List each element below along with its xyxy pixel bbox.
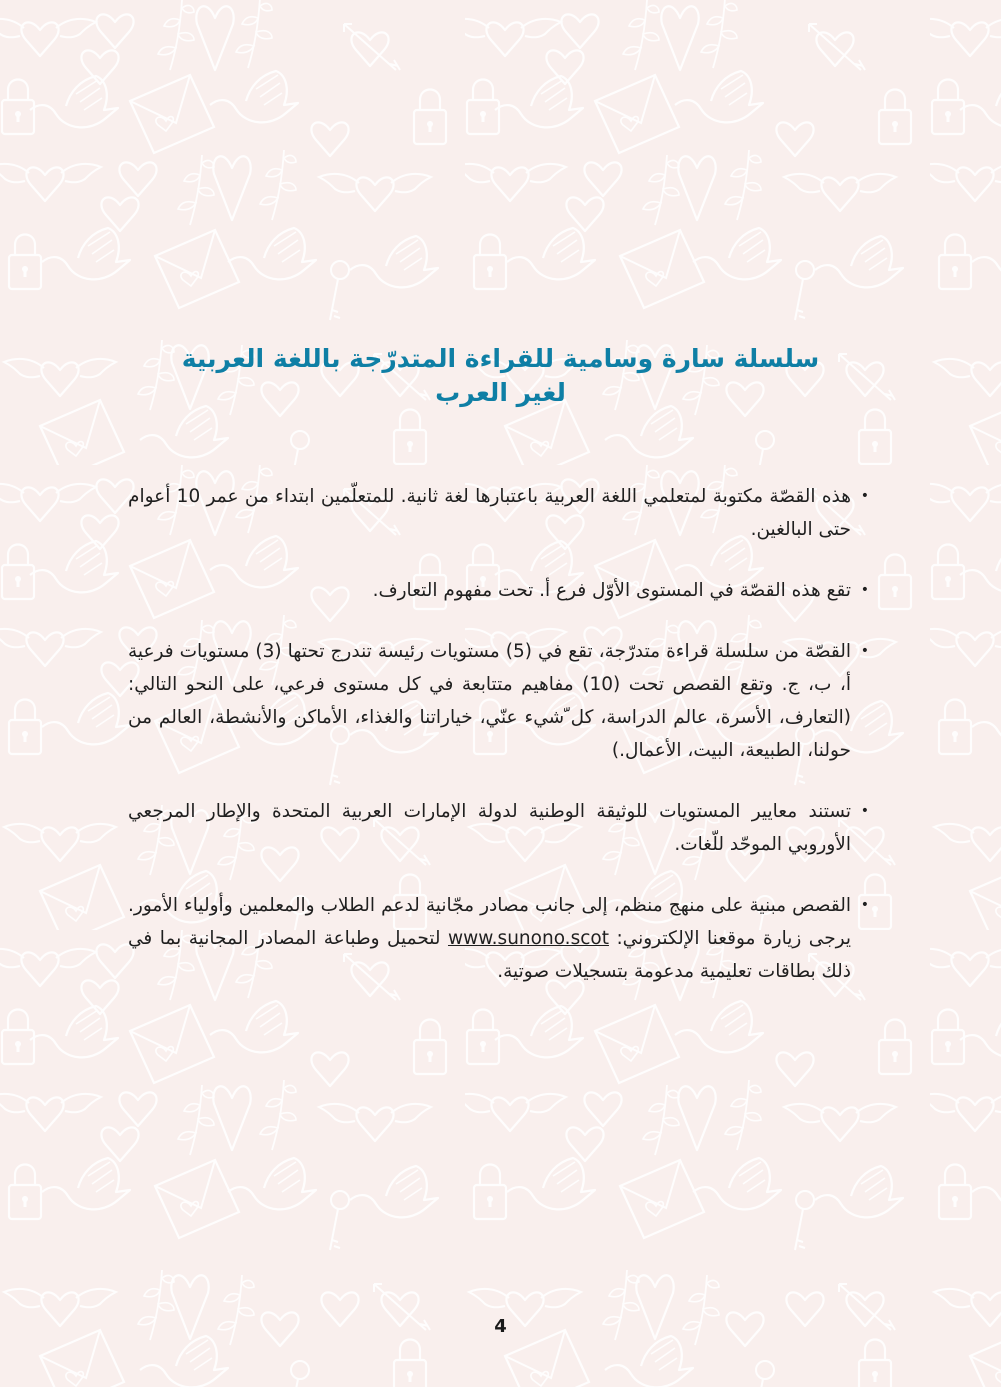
bullet-item-audience [128, 480, 869, 546]
bullet-text-before-link: القصص مبنية على منهج منظم، إلى جانب مصادر مجّانية لدعم الطلاب والمعلمين وأولياء الأمور. يرجى زيارة موقعنا الإلكتروني: [128, 895, 851, 949]
bullet-item-series-structure [128, 635, 869, 767]
bullet-text-after-link: لتحميل وطباعة المصادر المجانية بما في ذلك بطاقات تعليمية مدعومة بتسجيلات صوتية. [128, 928, 851, 982]
bullet-item-standards [128, 795, 869, 861]
bullet-marker: • [860, 803, 869, 819]
website-link[interactable]: www.sunono.scot [447, 928, 609, 949]
bullet-text: هذه القصّة مكتوبة لمتعلمي اللغة العربية باعتبارها لغة ثانية. للمتعلّمين ابتداء من عمر 10 أعوام حتى البالغين. [128, 486, 851, 540]
info-bullet-list [128, 480, 869, 1016]
bullet-text: تستند معايير المستويات للوثيقة الوطنية لدولة الإمارات العربية المتحدة والإطار المرجعي الأوروبي الموحّد للّغات. [128, 801, 851, 855]
page-title [120, 342, 881, 410]
bullet-item-resources [128, 889, 869, 988]
bullet-text: تقع هذه القصّة في المستوى الأوّل فرع أ. تحت مفهوم التعارف. [372, 580, 851, 601]
bullet-text: القصّة من سلسلة قراءة متدرّجة، تقع في (5) مستويات رئيسة تندرج تحتها (3) مستويات فرعية أ، ب، ج. وتقع القصص تحت (10) مفاهيم متتابعة في كل مستوى فرعي، على النحو التالي: (التعارف، الأسرة، عالم الدراسة، كل ّشيء عنّي، خياراتنا والغذاء، الأماكن والأنشطة، العالم من حولنا، الطبيعة، البيت، الأعمال.) [128, 641, 851, 761]
bullet-marker: • [860, 897, 869, 913]
bullet-marker: • [860, 643, 869, 659]
bullet-marker: • [860, 582, 869, 598]
page-number: 4 [494, 1316, 507, 1337]
title-line-2: لغير العرب [435, 378, 566, 407]
bullet-marker: • [860, 488, 869, 504]
bullet-item-level [128, 574, 869, 607]
title-line-1: سلسلة سارة وسامية للقراءة المتدرّجة باللغة العربية [181, 344, 820, 373]
